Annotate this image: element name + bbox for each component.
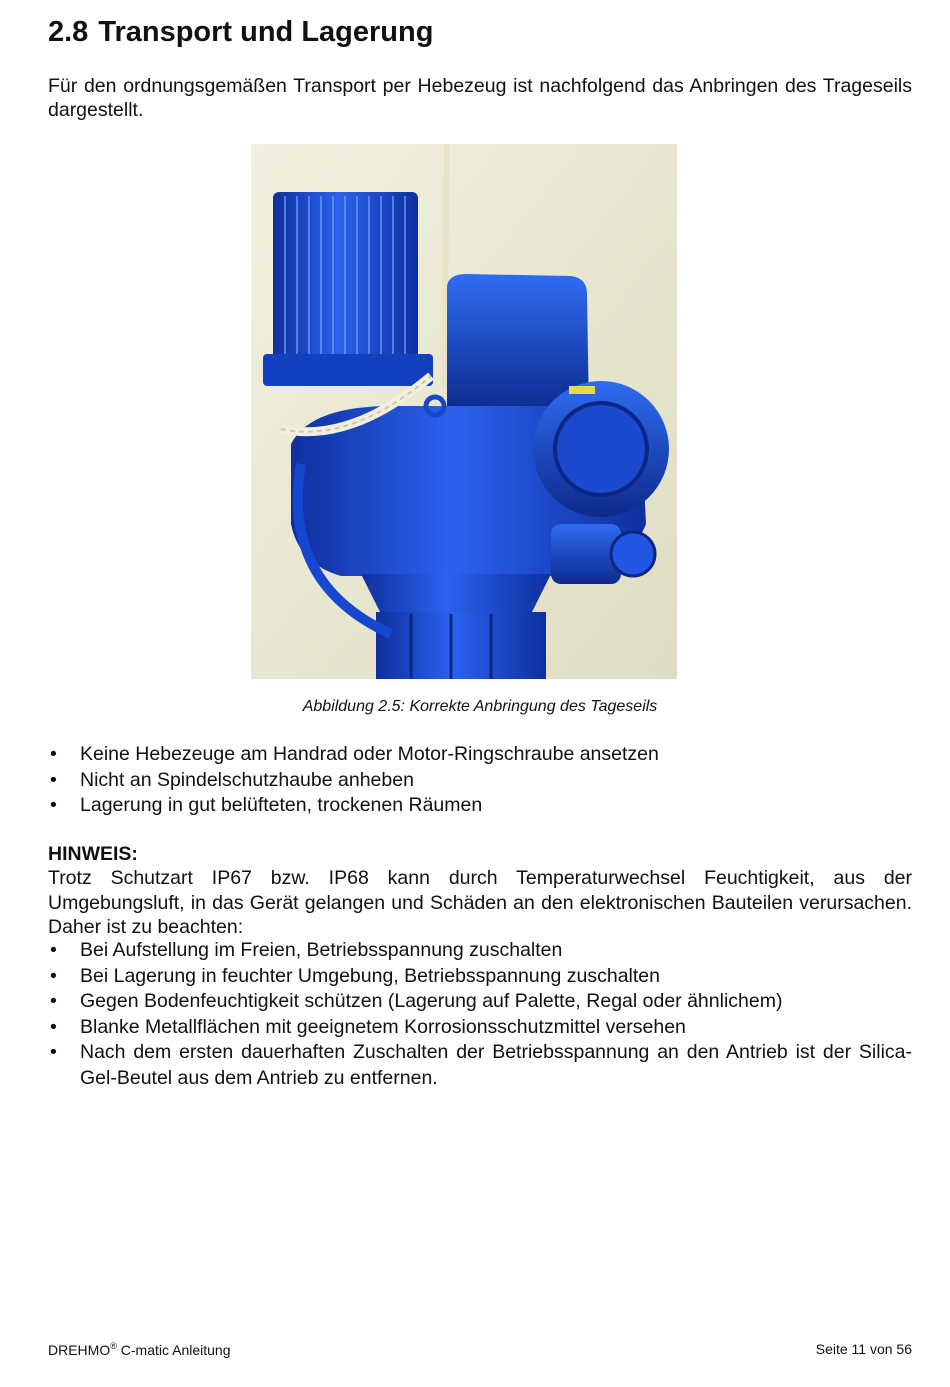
bullet-icon: • [50, 743, 57, 765]
bullet-icon: • [50, 939, 57, 961]
note-paragraph: Trotz Schutzart IP67 bzw. IP68 kann durch Temperaturwechsel Feuchtigkeit, aus der Umgebungsluft, in das Gerät gelangen und Schäden an den elektronischen Bauteilen verursachen. Daher ist zu beachten: [48, 867, 912, 938]
list-item: • Nach dem ersten dauerhaften Zuschalten der Betriebsspannung an den Antrieb ist der Silica-Gel-Beutel aus dem Antrieb zu entfernen. [50, 1041, 912, 1089]
bullet-icon: • [50, 1041, 57, 1063]
list-item: • Lagerung in gut belüfteten, trockenen Räumen [48, 793, 912, 819]
section-heading [48, 16, 433, 49]
bullet-icon: • [50, 794, 57, 816]
list-item: • Keine Hebezeuge am Handrad oder Motor-Ringschraube ansetzen [48, 742, 912, 768]
list-item: • Blanke Metallflächen mit geeignetem Korrosionsschutzmittel versehen [48, 1015, 912, 1041]
intro-paragraph: Für den ordnungsgemäßen Transport per Hebezeug ist nachfolgend das Anbringen des Trageseils dargestellt. [48, 75, 912, 121]
bullet-icon: • [50, 1015, 57, 1038]
list-item: • Nicht an Spindelschutzhaube anheben [48, 768, 912, 794]
list-item: • Bei Aufstellung im Freien, Betriebsspannung zuschalten [48, 938, 912, 964]
registered-mark: ® [110, 1341, 117, 1351]
handling-bullet-list [48, 742, 912, 819]
list-item: • Gegen Bodenfeuchtigkeit schützen (Lagerung auf Palette, Regal oder ähnlichem) [48, 989, 912, 1015]
section-number: 2.8 [48, 16, 89, 48]
actuator-photo-illustration [251, 144, 677, 679]
footer-document-name: DREHMO® C-matic Anleitung [48, 1341, 231, 1358]
bullet-icon: • [50, 964, 57, 987]
bullet-icon: • [50, 768, 57, 791]
note-heading: HINWEIS: [48, 843, 138, 865]
figure-photo [251, 144, 677, 679]
section-title-text: Transport und Lagerung [98, 16, 434, 48]
footer-page-number: Seite 11 von 56 [815, 1341, 912, 1357]
note-bullet-list [48, 938, 912, 1091]
figure-caption: Abbildung 2.5: Korrekte Anbringung des Tageseils [302, 698, 658, 715]
bullet-icon: • [50, 990, 57, 1012]
list-item: • Bei Lagerung in feuchter Umgebung, Betriebsspannung zuschalten [48, 964, 912, 990]
